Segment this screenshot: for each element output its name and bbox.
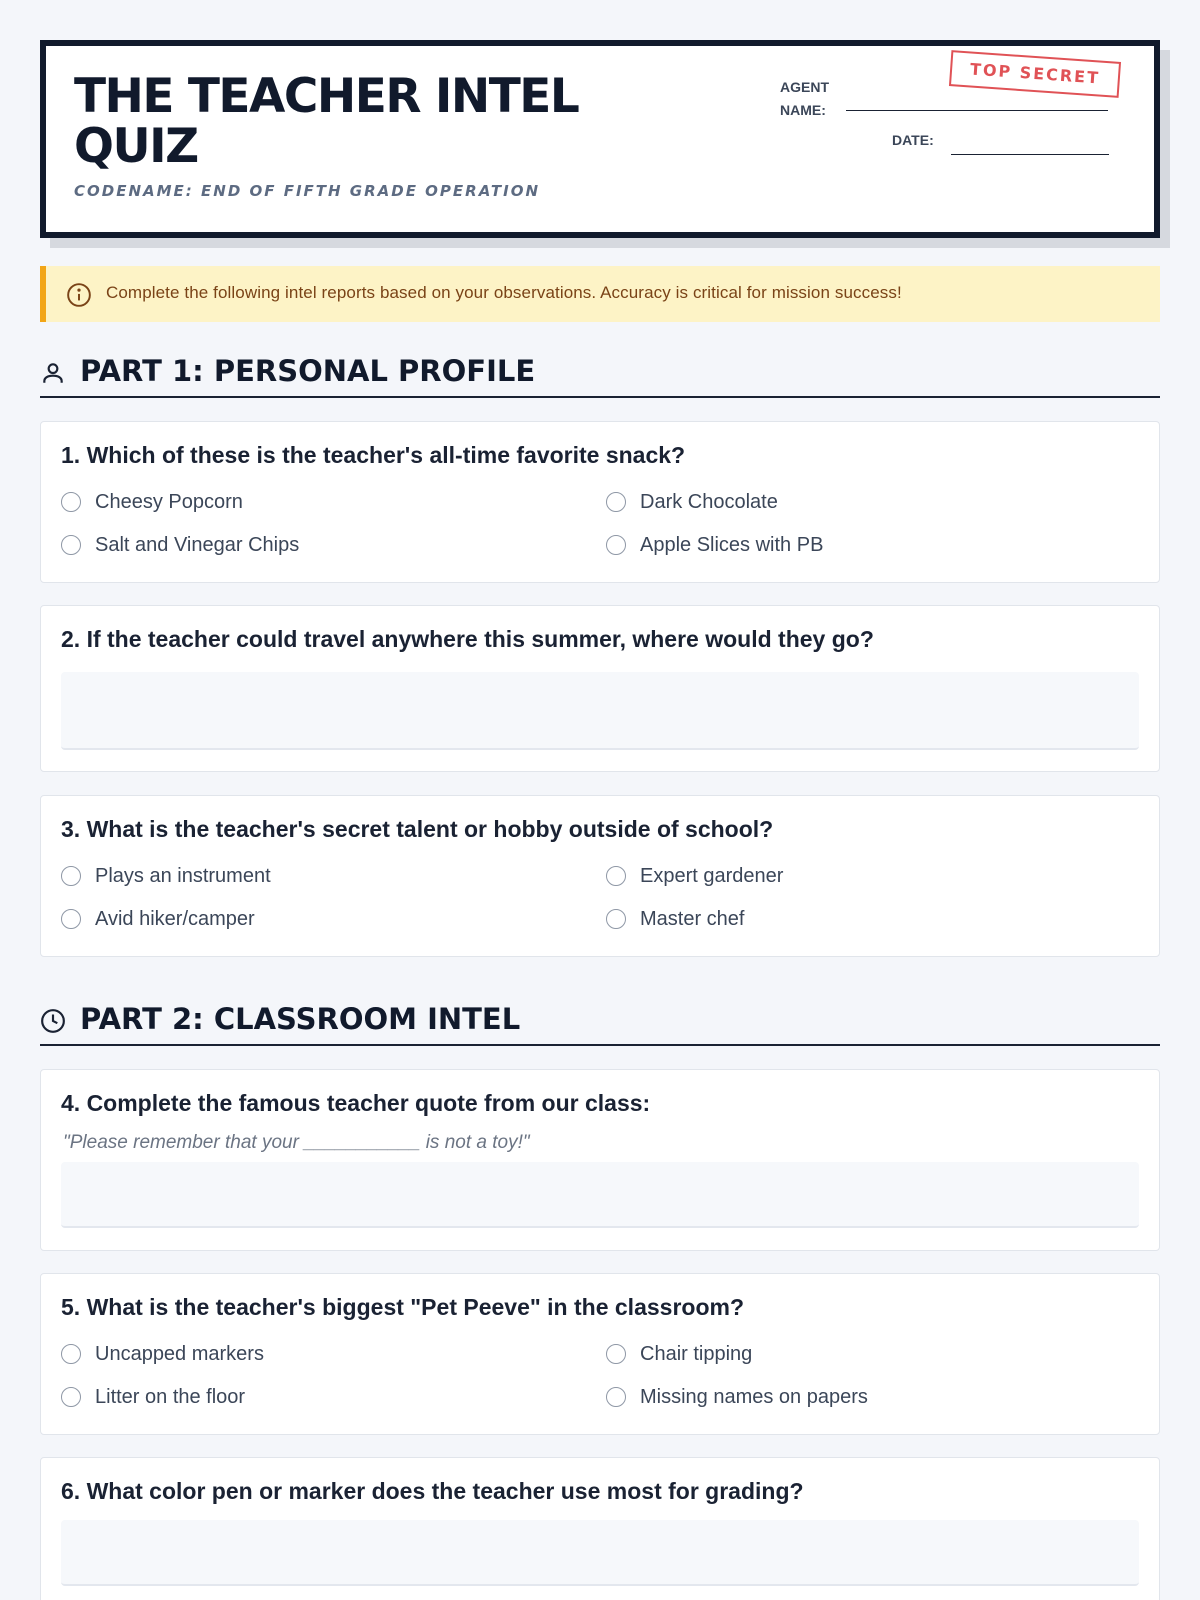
agent-label-line-1: AGENT — [780, 79, 829, 95]
instructions-notice — [40, 266, 1160, 322]
question-text: 4. Complete the famous teacher quote from our class: — [61, 1090, 651, 1116]
question-text: 3. What is the teacher's secret talent or hobby outside of school? — [61, 816, 774, 842]
question-card-4 — [40, 1069, 1160, 1251]
option-label: Chair tipping — [640, 1342, 753, 1365]
option-label: Avid hiker/camper — [95, 907, 255, 930]
agent-label-line-2: NAME: — [780, 102, 826, 118]
option-label: Litter on the floor — [95, 1385, 246, 1408]
radio-button[interactable] — [606, 909, 626, 929]
option-plays-instrument[interactable] — [61, 862, 271, 890]
date-field[interactable] — [951, 154, 1109, 155]
radio-button[interactable] — [61, 1387, 81, 1407]
option-label: Master chef — [640, 907, 745, 930]
question-card-6 — [40, 1457, 1160, 1600]
header-panel — [40, 40, 1160, 238]
answer-field[interactable] — [61, 1162, 1139, 1228]
answer-field[interactable] — [61, 672, 1139, 750]
option-uncapped-markers[interactable] — [61, 1340, 264, 1368]
section-title: PART 1: PERSONAL PROFILE — [80, 354, 536, 388]
teacher-quote: "Please remember that your ___________ is not a toy!" — [63, 1132, 530, 1153]
option-litter-floor[interactable] — [61, 1383, 245, 1411]
radio-button[interactable] — [61, 866, 81, 886]
question-text: 5. What is the teacher's biggest "Pet Peeve" in the classroom? — [61, 1294, 744, 1320]
codename-subtitle: CODENAME: END OF FIFTH GRADE OPERATION — [74, 182, 541, 200]
info-circle-icon — [66, 282, 92, 308]
radio-button[interactable] — [61, 492, 81, 512]
radio-button[interactable] — [61, 1344, 81, 1364]
question-text: 2. If the teacher could travel anywhere this summer, where would they go? — [61, 626, 874, 652]
option-label: Uncapped markers — [95, 1342, 264, 1365]
agent-name-label — [780, 76, 850, 122]
option-missing-names[interactable] — [606, 1383, 868, 1411]
option-apple-slices[interactable] — [606, 531, 823, 559]
question-text: 1. Which of these is the teacher's all-time favorite snack? — [61, 442, 686, 468]
question-card-2 — [40, 605, 1160, 772]
header-card — [40, 40, 1160, 240]
clock-icon — [40, 1008, 66, 1034]
option-avid-hiker[interactable] — [61, 905, 255, 933]
option-dark-chocolate[interactable] — [606, 488, 778, 516]
answer-field[interactable] — [61, 1520, 1139, 1586]
option-label: Plays an instrument — [95, 864, 271, 887]
question-text: 6. What color pen or marker does the teacher use most for grading? — [61, 1478, 804, 1504]
radio-button[interactable] — [606, 535, 626, 555]
top-secret-stamp: TOP SECRET — [949, 50, 1121, 98]
radio-button[interactable] — [61, 909, 81, 929]
option-label: Apple Slices with PB — [640, 533, 824, 556]
radio-button[interactable] — [606, 492, 626, 512]
option-chair-tipping[interactable] — [606, 1340, 752, 1368]
user-icon — [40, 360, 66, 386]
section-personal-profile — [40, 352, 1160, 398]
option-label: Expert gardener — [640, 864, 784, 887]
section-classroom-intel — [40, 1000, 1160, 1046]
date-label: DATE: — [892, 132, 934, 148]
radio-button[interactable] — [606, 1344, 626, 1364]
option-label: Dark Chocolate — [640, 490, 778, 513]
section-title: PART 2: CLASSROOM INTEL — [80, 1002, 521, 1036]
option-master-chef[interactable] — [606, 905, 744, 933]
option-salt-vinegar-chips[interactable] — [61, 531, 299, 559]
option-cheesy-popcorn[interactable] — [61, 488, 243, 516]
radio-button[interactable] — [606, 1387, 626, 1407]
radio-button[interactable] — [61, 535, 81, 555]
question-card-3 — [40, 795, 1160, 957]
option-label: Missing names on papers — [640, 1385, 868, 1408]
notice-text: Complete the following intel reports based on your observations. Accuracy is critical for mission success! — [106, 283, 902, 302]
agent-name-field[interactable] — [846, 110, 1108, 111]
quiz-title: THE TEACHER INTEL QUIZ — [74, 69, 579, 174]
option-label: Cheesy Popcorn — [95, 490, 243, 513]
radio-button[interactable] — [606, 866, 626, 886]
option-label: Salt and Vinegar Chips — [95, 533, 300, 556]
quiz-page — [40, 40, 1160, 1504]
question-card-5 — [40, 1273, 1160, 1435]
question-card-1 — [40, 421, 1160, 583]
option-expert-gardener[interactable] — [606, 862, 783, 890]
